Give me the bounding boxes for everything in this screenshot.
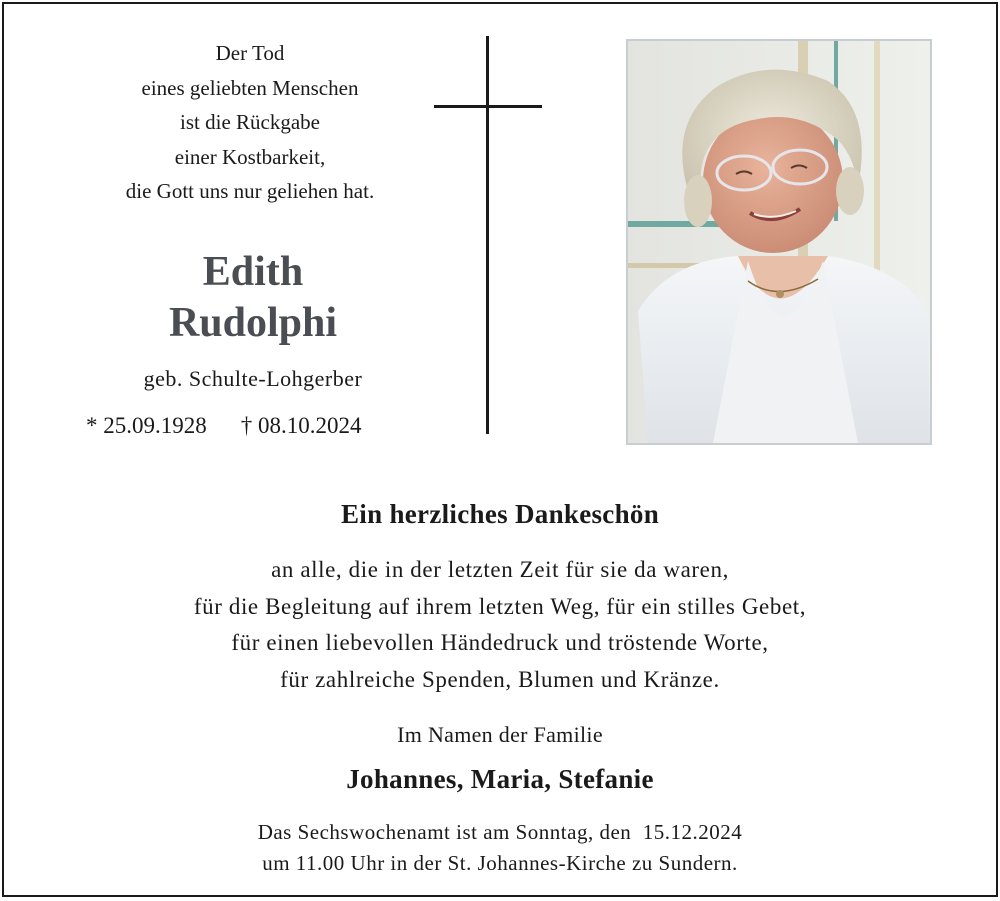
portrait-illustration xyxy=(628,41,930,443)
memorial-poem xyxy=(60,36,440,209)
cross-horizontal-bar xyxy=(434,105,542,108)
poem-line: Der Tod xyxy=(215,41,285,65)
family-intro: Im Namen der Familie xyxy=(397,722,603,747)
deceased-born-name: geb. Schulte-Lohgerber xyxy=(143,366,363,391)
deceased-first-name: Edith xyxy=(202,249,304,295)
poem-line: ist die Rückgabe xyxy=(180,110,320,134)
service-info xyxy=(0,817,1000,879)
death-date: † 08.10.2024 xyxy=(240,413,362,438)
deceased-last-name: Rudolphi xyxy=(168,300,338,346)
thanks-line: für die Begleitung auf ihrem letzten Weg, für ein stilles Gebet, xyxy=(193,593,807,619)
cross-vertical-bar xyxy=(486,36,489,434)
portrait-photo xyxy=(626,39,932,445)
family-names: Johannes, Maria, Stefanie xyxy=(346,764,654,794)
poem-line: einer Kostbarkeit, xyxy=(174,144,326,169)
poem-line: die Gott uns nur geliehen hat. xyxy=(125,179,375,203)
service-line: um 11.00 Uhr in der St. Johannes-Kirche zu Sundern. xyxy=(262,851,738,875)
poem-line: eines geliebten Menschen xyxy=(141,75,359,100)
life-dates xyxy=(86,413,362,439)
thanks-line: für einen liebevollen Händedruck und tröstende Worte, xyxy=(231,630,769,655)
thanks-title: Ein herzliches Dankeschön xyxy=(340,499,660,529)
service-line: Das Sechswochenamt ist am Sonntag, den 15.12.2024 xyxy=(257,820,743,844)
thanks-line: an alle, die in der letzten Zeit für sie da waren, xyxy=(271,557,729,582)
thanks-line: für zahlreiche Spenden, Blumen und Kränze. xyxy=(280,666,720,692)
thanks-text xyxy=(0,552,1000,698)
birth-date: * 25.09.1928 xyxy=(86,413,207,438)
